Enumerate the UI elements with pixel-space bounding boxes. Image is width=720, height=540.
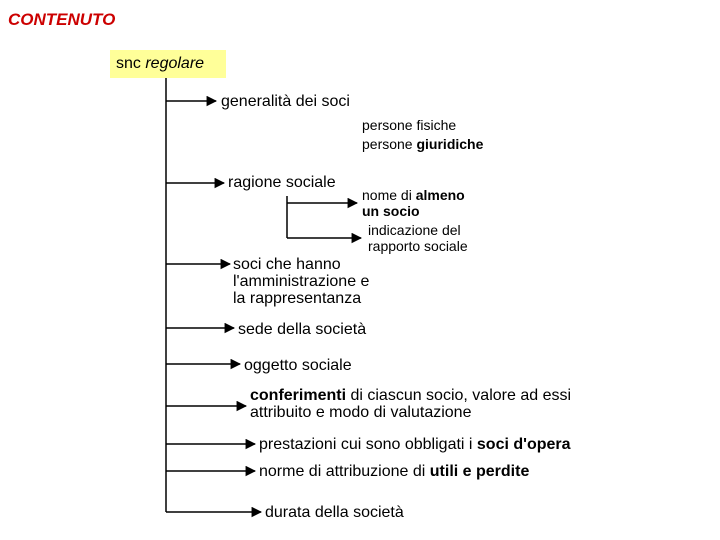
branch-conferimenti-line2: attribuito e modo di valutazione — [250, 404, 472, 421]
page-title: CONTENUTO — [8, 10, 116, 29]
branch-norme-bold: utili e perdite — [429, 463, 530, 480]
sub-indicazione-line2: rapporto sociale — [368, 238, 468, 254]
sub-nome-socio-bold: almeno — [415, 187, 465, 203]
sub-indicazione-line1: indicazione del — [368, 222, 461, 238]
branch-prestazioni-bold: soci d'opera — [476, 436, 571, 453]
branch-prestazioni — [259, 436, 571, 453]
sub-persone-fisiche: persone fisiche — [362, 117, 457, 133]
branch-sede-societa: sede della società — [238, 321, 367, 338]
branch-soci-line2: l'amministrazione e — [233, 273, 370, 290]
sub-nome-socio — [362, 187, 465, 219]
branch-norme-utili — [259, 463, 529, 480]
sub-indicazione-rapporto — [368, 222, 468, 254]
root-emphasis: regolare — [145, 55, 205, 72]
sub-persone-giuridiche-bold: giuridiche — [416, 136, 484, 152]
sub-persone-giuridiche — [362, 136, 483, 152]
branch-norme-prefix: norme di attribuzione di — [259, 463, 430, 480]
branch-conferimenti-bold: conferimenti — [250, 387, 347, 404]
branch-conferimenti — [250, 387, 571, 421]
branch-soci-line3: la rappresentanza — [233, 290, 362, 307]
branch-generalita-soci: generalità dei soci — [221, 93, 350, 110]
branch-oggetto-sociale: oggetto sociale — [244, 357, 352, 374]
branch-ragione-sociale: ragione sociale — [228, 174, 336, 191]
branch-soci-amministrazione — [233, 256, 369, 307]
sub-nome-socio-prefix: nome di — [362, 187, 416, 203]
branch-conferimenti-rest: di ciascun socio, valore ad essi — [346, 387, 572, 404]
root-prefix: snc — [116, 55, 146, 72]
sub-persone-giuridiche-prefix: persone — [362, 136, 417, 152]
sub-nome-socio-line2: un socio — [362, 203, 420, 219]
branch-durata-societa: durata della società — [265, 504, 404, 521]
branch-conferimenti-line1 — [250, 387, 571, 404]
sub-nome-socio-line1 — [362, 187, 465, 203]
branch-soci-line1: soci che hanno — [233, 256, 341, 273]
branch-prestazioni-prefix: prestazioni cui sono obbligati i — [259, 436, 477, 453]
